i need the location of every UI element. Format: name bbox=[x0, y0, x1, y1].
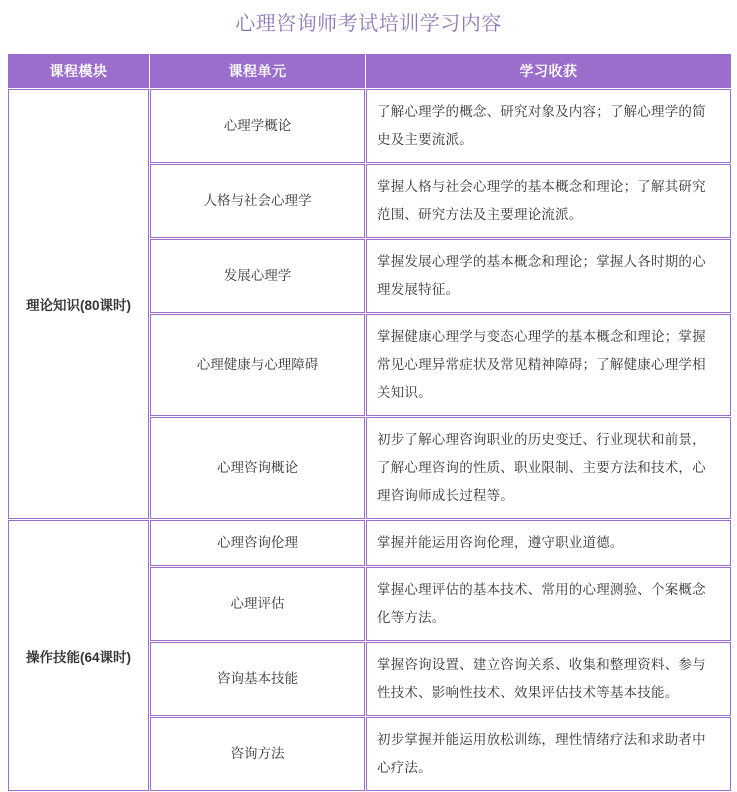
column-header-module: 课程模块 bbox=[8, 54, 149, 88]
course-unit-cell: 心理咨询概论 bbox=[150, 417, 365, 519]
column-header-outcome: 学习收获 bbox=[366, 54, 731, 88]
learning-outcome-cell: 掌握健康心理学与变态心理学的基本概念和理论；掌握常见心理异常症状及常见精神障碍；了解健康心理学相关知识。 bbox=[366, 314, 731, 416]
learning-outcome-cell: 了解心理学的概念、研究对象及内容；了解心理学的简史及主要流派。 bbox=[366, 89, 731, 163]
learning-outcome-cell: 掌握并能运用咨询伦理，遵守职业道德。 bbox=[366, 520, 731, 566]
learning-outcome-cell: 初步了解心理咨询职业的历史变迁、行业现状和前景，了解心理咨询的性质、职业限制、主要方法和技术，心理咨询师成长过程等。 bbox=[366, 417, 731, 519]
course-unit-cell: 咨询基本技能 bbox=[150, 642, 365, 716]
table-header bbox=[8, 54, 731, 88]
column-header-unit: 课程单元 bbox=[150, 54, 365, 88]
course-unit-cell: 咨询方法 bbox=[150, 717, 365, 791]
learning-outcome-cell: 初步掌握并能运用放松训练，理性情绪疗法和求助者中心疗法。 bbox=[366, 717, 731, 791]
learning-outcome-cell: 掌握人格与社会心理学的基本概念和理论；了解其研究范围、研究方法及主要理论流派。 bbox=[366, 164, 731, 238]
course-content-table bbox=[7, 53, 732, 792]
course-table-container bbox=[7, 53, 730, 792]
course-unit-cell: 心理健康与心理障碍 bbox=[150, 314, 365, 416]
module-name-cell: 理论知识(80课时) bbox=[8, 89, 149, 519]
learning-outcome-cell: 掌握心理评估的基本技术、常用的心理测验、个案概念化等方法。 bbox=[366, 567, 731, 641]
module-name-cell: 操作技能(64课时) bbox=[8, 520, 149, 791]
table-header-row bbox=[8, 54, 731, 88]
learning-outcome-cell: 掌握咨询设置、建立咨询关系、收集和整理资料、参与性技术、影响性技术、效果评估技术等基本技能。 bbox=[366, 642, 731, 716]
table-row bbox=[8, 520, 731, 566]
learning-outcome-cell: 掌握发展心理学的基本概念和理论；掌握人各时期的心理发展特征。 bbox=[366, 239, 731, 313]
course-unit-cell: 人格与社会心理学 bbox=[150, 164, 365, 238]
course-unit-cell: 心理学概论 bbox=[150, 89, 365, 163]
table-body bbox=[8, 89, 731, 791]
course-unit-cell: 心理评估 bbox=[150, 567, 365, 641]
course-unit-cell: 心理咨询伦理 bbox=[150, 520, 365, 566]
page-title: 心理咨询师考试培训学习内容 bbox=[235, 13, 502, 35]
course-unit-cell: 发展心理学 bbox=[150, 239, 365, 313]
table-row bbox=[8, 89, 731, 163]
